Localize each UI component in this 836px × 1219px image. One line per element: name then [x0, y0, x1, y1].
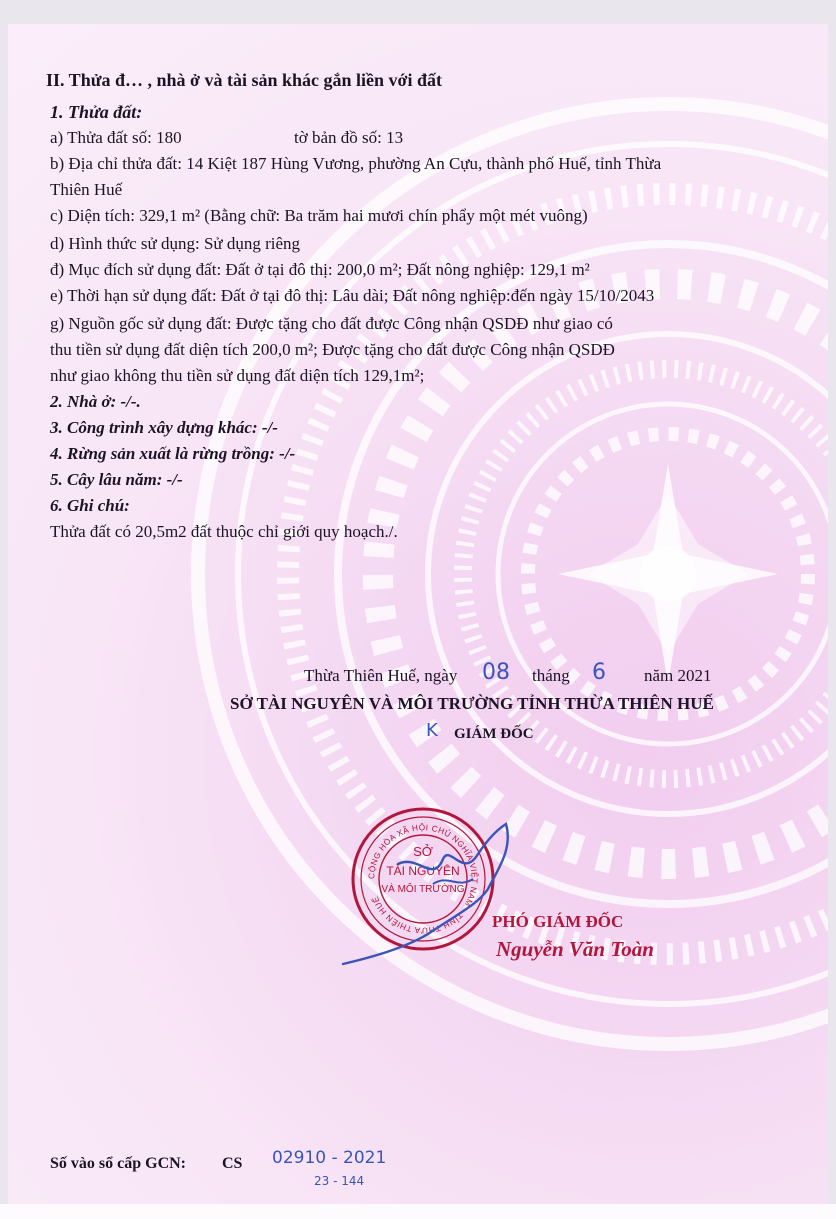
area-text: c) Diện tích: 329,1 m² (Bằng chữ: Ba trăm hai mươi chín phẩy một mét vuông) [50, 206, 588, 225]
date-month: 6 [592, 660, 606, 685]
map-sheet-number: tờ bản đồ số: 13 [294, 128, 404, 147]
address-line-1: b) Địa chỉ thửa đất: 14 Kiệt 187 Hùng Vương, phường An Cựu, thành phố Huế, tỉnh Thừa [50, 154, 662, 173]
seal-line-1: SỞ [413, 844, 433, 859]
deputy-name: Nguyễn Văn Toàn [496, 937, 654, 961]
seal-line-3: VÀ MÔI TRƯỜNG [381, 884, 465, 895]
registry-label: Số vào sổ cấp GCN: [50, 1155, 187, 1172]
purpose-text: đ) Mục đích sử dụng đất: Đất ở tại đô thị: 200,0 m²; Đất nông nghiệp: 129,1 m² [50, 260, 590, 279]
date-place: Thừa Thiên Huế, ngày [304, 666, 458, 685]
deputy-title: PHÓ GIÁM ĐỐC [492, 912, 624, 931]
house-item: 2. Nhà ở: -/-. [50, 392, 141, 411]
seal-line-2: TÀI NGUYÊN [386, 864, 460, 878]
agency-name: SỞ TÀI NGUYÊN VÀ MÔI TRƯỜNG TỈNH THỪA THIÊN HUẾ [230, 694, 714, 713]
section-title: II. Thửa đ… , nhà ở và tài sản khác gắn liền với đất [46, 70, 443, 90]
usage-form-text: d) Hình thức sử dụng: Sử dụng riêng [50, 234, 301, 253]
registry-prefix: CS [222, 1155, 243, 1172]
perennial-item: 5. Cây lâu năm: -/- [50, 470, 183, 489]
term-text: e) Thời hạn sử dụng đất: Đất ở tại đô thị: Lâu dài; Đất nông nghiệp:đến ngày 15/10/2043 [50, 286, 655, 305]
parcel-number: a) Thửa đất số: 180 [50, 128, 182, 147]
certificate-page [8, 24, 828, 1204]
signer-title: GIÁM ĐỐC [454, 726, 534, 742]
forest-item: 4. Rừng sản xuất là rừng trồng: -/- [50, 444, 296, 463]
registry-number: 02910 - 2021 [272, 1148, 387, 1168]
date-year: năm 2021 [644, 666, 712, 685]
land-heading: 1. Thửa đất: [50, 102, 143, 122]
date-day: 08 [482, 660, 510, 685]
seal-ring-label: CỘNG HÒA XÃ HỘI CHỦ NGHĨA VIỆT NAM · TỈNH THỪA THIÊN HUẾ [367, 823, 479, 935]
notes-text: Thửa đất có 20,5m2 đất thuộc chỉ giới quy hoạch./. [50, 522, 398, 541]
other-construction-item: 3. Công trình xây dựng khác: -/- [50, 418, 278, 437]
address-line-2: Thiên Huế [50, 180, 123, 199]
registry-sub: 23 - 144 [314, 1174, 365, 1188]
notes-heading: 6. Ghi chú: [50, 496, 130, 515]
signer-prefix: K [426, 720, 438, 741]
origin-line-2: thu tiền sử dụng đất diện tích 200,0 m²; Được tặng cho đất được Công nhận QSDĐ [50, 340, 615, 359]
origin-line-3: như giao không thu tiền sử dụng đất diện tích 129,1m²; [50, 366, 425, 385]
date-month-label: tháng [532, 666, 570, 685]
bottom-edge [0, 1204, 836, 1219]
origin-line-1: g) Nguồn gốc sử dụng đất: Được tặng cho đất được Công nhận QSDĐ như giao có [50, 314, 613, 333]
